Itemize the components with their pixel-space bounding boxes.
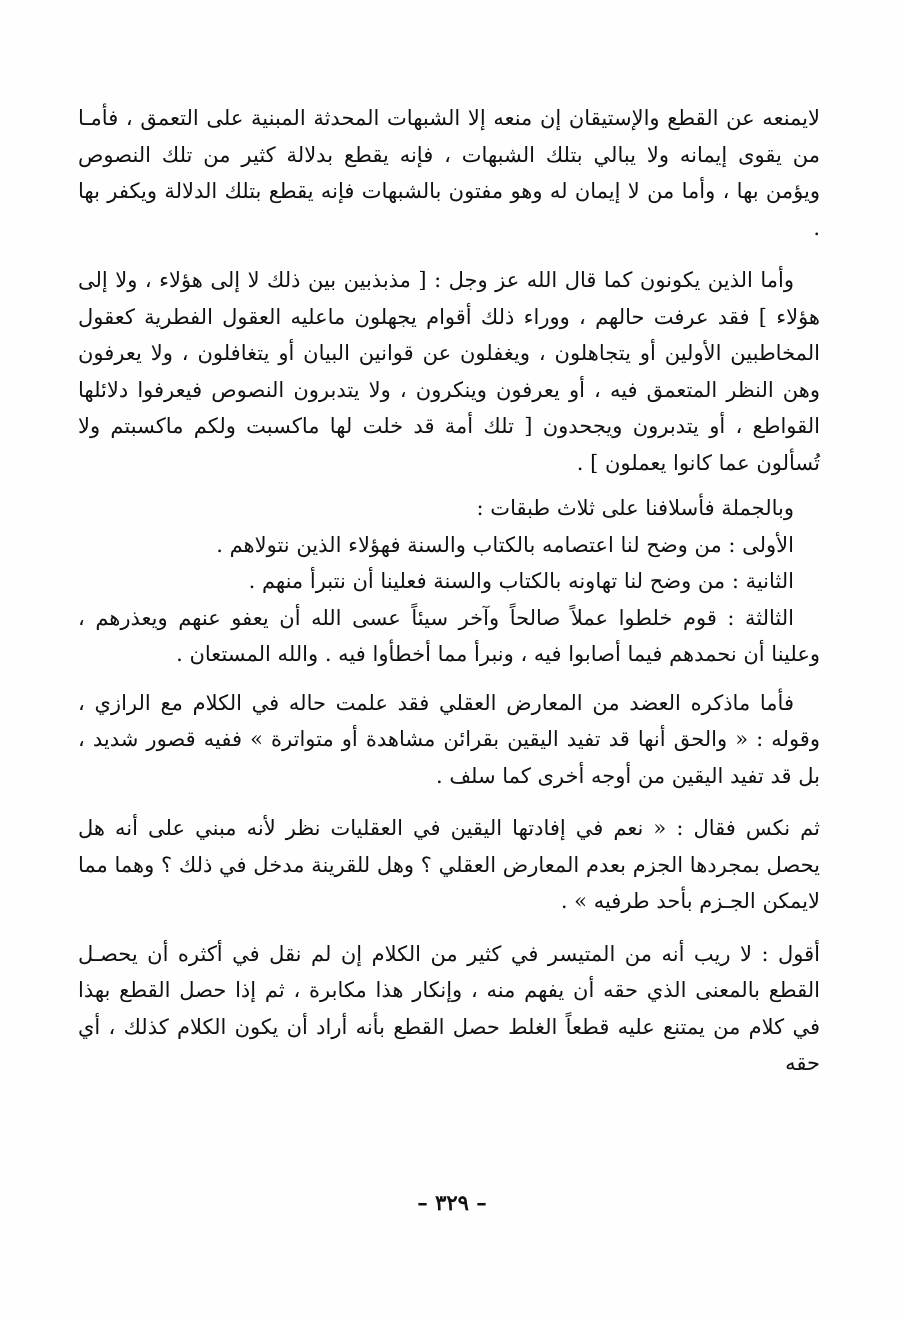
paragraph-2: وأما الذين يكونون كما قال الله عز وجل : [ مذبذبين بين ذلك لا إلى هؤلاء ، ولا إلى هؤلاء ] فقد عرفت حالهم ، ووراء ذلك أقوام يجهلون ماعليه العقول الفطرية كعقول المخاطبين الأولين أو يتجاهلون ، ويغفلون عن قوانين البيان أو يتغافلون ، ولا يعرفون وهن النظر المتعمق فيه ، أو يعرفون وينكرون ، ولا يتدبرون النصوص فيعرفوا دلائلها القواطع ، أو يتدبرون ويجحدون [ تلك أمة قد خلت لها ماكسبت ولكم ماكسبتم ولا تُسألون عما كانوا يعملون ] . [78,268,820,475]
paragraph-9: أقول : لا ريب أنه من المتيسر في كثير من الكلام إن لم نقل في أكثره أن يحصـل القطع بالمعنى الذي حقه أن يفهم منه ، وإنكار هذا مكابرة ، ثم إذا حصل القطع بهذا في كلام من يمتنع عليه قطعاً الغلط حصل القطع بأنه أراد أن يكون الكلام كذلك ، أي حقه [78,941,820,1075]
list-item-second: الثانية : من وضح لنا تهاونه بالكتاب والسنة فعلينا أن نتبرأ منهم . [248,569,794,593]
paragraph-7: فأما ماذكره العضد من المعارض العقلي فقد علمت حاله في الكلام مع الرازي ، وقوله : « والحق أنها قد تفيد اليقين بقرائن مشاهدة أو متواترة » ففيه قصور شديد ، بل قد تفيد اليقين من أوجه أخرى كما سلف . [78,690,820,788]
paragraph-8: ثم نكس فقال : « نعم في إفادتها اليقين في العقليات نظر لأنه مبني على أنه هل يحصل بمجردها الجزم بعدم المعارض العقلي ؟ وهل للقرينة مدخل في ذلك ؟ وهما مما لايمكن الجـزم بأحد طرفيه » . [78,816,820,913]
body-text [78,100,820,1082]
page-number: – ٣٢٩ – [417,1190,487,1215]
list-item-third: الثالثة : قوم خلطوا عملاً صالحاً وآخر سيئاً عسى الله أن يعفو عنهم ويعذرهم ، وعلينا أن نحمدهم فيما أصابوا فيه ، ونبرأ مما أخطأوا فيه . والله المستعان . [78,605,820,666]
paragraph-3: وبالجملة فأسلافنا على ثلاث طبقات : [476,496,794,520]
paragraph-1: لايمنعه عن القطع والإستيقان إن منعه إلا الشبهات المحدثة المبنية على التعمق ، فأمـا من يقوى إيمانه ولا يبالي بتلك الشبهات ، فإنه يقطع بدلالة كثير من تلك النصوص ويؤمن بها ، وأما من لا إيمان له وهو مفتون بالشبهات فإنه يقطع بتلك الدلالة ويكفر بها . [78,106,820,240]
list-item-first: الأولى : من وضح لنا اعتصامه بالكتاب والسنة فهؤلاء الذين نتولاهم . [216,532,794,557]
